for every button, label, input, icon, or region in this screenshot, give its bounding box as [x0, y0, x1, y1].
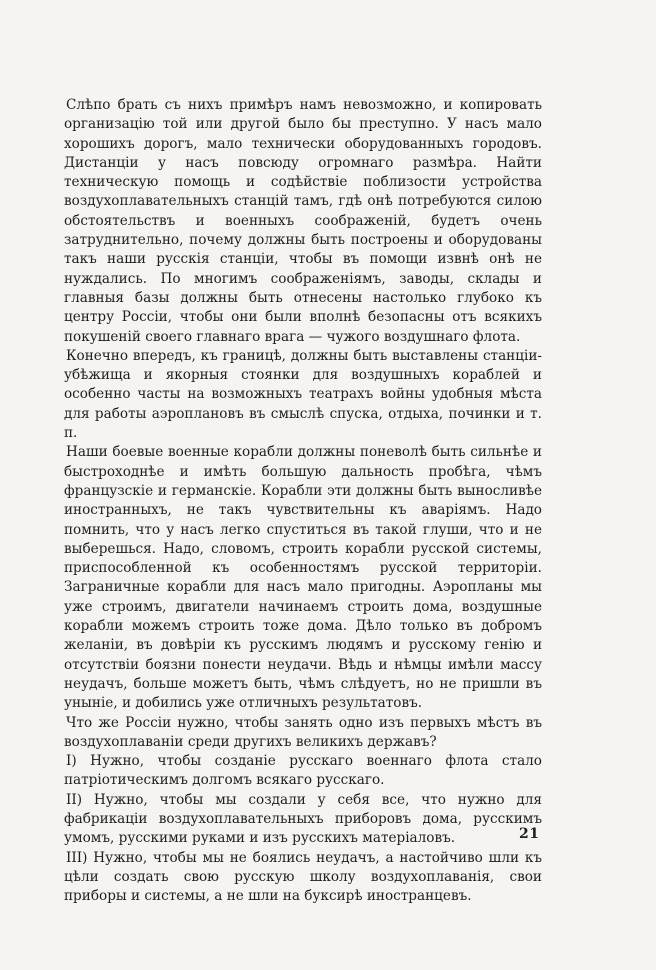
page-number: 21	[519, 826, 540, 842]
paragraph-4: Что же Россіи нужно, чтобы занять одно изъ первыхъ мѣстъ въ воздухоплаваніи среди другихъ великихъ державъ?	[64, 714, 542, 750]
list-item-1: I) Нужно, чтобы созданіе русскаго военнаго флота стало патріотическимъ долгомъ всякаго русскаго.	[64, 753, 542, 789]
body-text	[64, 96, 542, 906]
paragraph-1: Слѣпо брать съ нихъ примѣръ намъ невозможно, и копировать организацію той или другой было бы преступно. У насъ мало хорошихъ дорогъ, мало технически оборудованныхъ городовъ. Дистанціи у насъ повсюду огромнаго размѣра. Найти техническую помощь и содѣйствіе поблизости устройства воздухоплавательныхъ станцій тамъ, гдѣ онѣ потребуются силою обстоятельствъ и военныхъ соображеній, будетъ очень затруднительно, почему должны быть построены и оборудованы такъ наши русскія станціи, чтобы въ помощи извнѣ онѣ не нуждались. По многимъ соображеніямъ, заводы, склады и главныя базы должны быть отнесены настолько глубоко къ центру Россіи, чтобы они были вполнѣ безопасны отъ всякихъ покушеній своего главнаго врага — чужого воздушнаго флота.	[64, 97, 542, 345]
list-item-3: III) Нужно, чтобы мы не боялись неудачъ, а настойчиво шли къ цѣли создать свою русскую школу воздухоплаванія, свои приборы и системы, а не шли на буксирѣ иностранцевъ.	[64, 849, 542, 905]
list-item-2: II) Нужно, чтобы мы создали у себя все, что нужно для фабрикаціи воздухоплавательныхъ приборовъ дома, русскимъ умомъ, русскими руками и изъ русскихъ матеріаловъ.	[64, 791, 542, 847]
paragraph-2: Конечно впередъ, къ границѣ, должны быть выставлены станціи-убѣжища и якорныя стоянки для воздушныхъ кораблей и особенно часты на возможныхъ театрахъ войны удобныя мѣста для работы аэроплановъ въ смыслѣ спуска, отдыха, починки и т. п.	[64, 347, 542, 442]
paragraph-3: Наши боевые военные корабли должны поневолѣ быть сильнѣе и быстроходнѣе и имѣть большую дальность пробѣга, чѣмъ французскіе и германскіе. Корабли эти должны быть выносливѣе иностранныхъ, не такъ чувствительны къ аваріямъ. Надо помнить, что у насъ легко спуститься въ такой глуши, что и не выберешься. Надо, словомъ, строить корабли русской системы, приспособленной къ особенностямъ русской территоріи. Заграничные корабли для насъ мало пригодны. Аэропланы мы уже строимъ, двигатели начинаемъ строить дома, воздушные корабли можемъ строить тоже дома. Дѣло только въ добромъ желаніи, въ довѣріи къ русскимъ людямъ и русскому генію и отсутствіи боязни понести неудачи. Вѣдь и нѣмцы имѣли массу неудачъ, больше можетъ быть, чѣмъ слѣдуетъ, но не пришли въ уныніе, и добились уже отличныхъ результатовъ.	[64, 444, 542, 712]
